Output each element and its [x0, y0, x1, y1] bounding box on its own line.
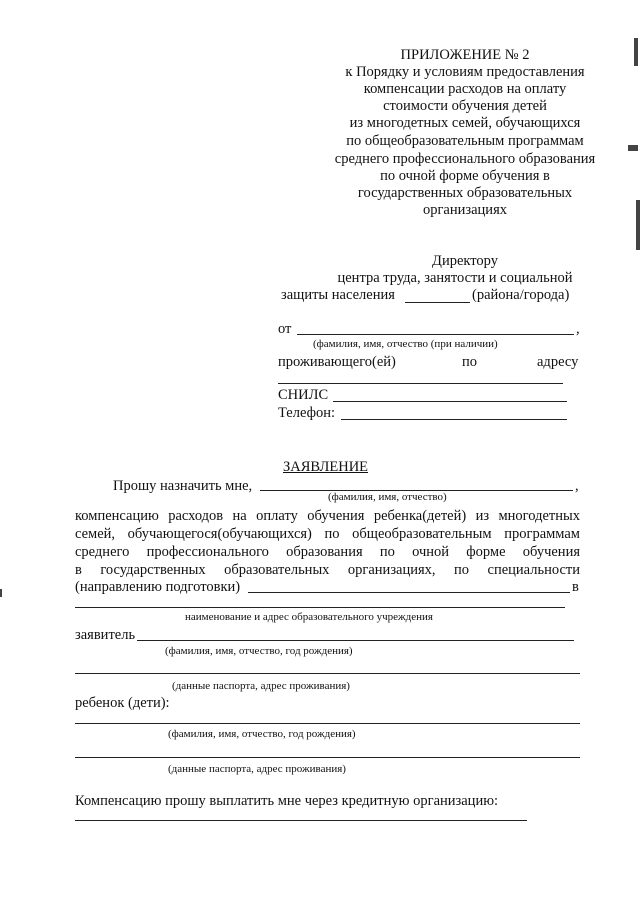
direction-suffix: в	[572, 579, 579, 595]
child-passport-field[interactable]	[75, 757, 580, 758]
phone-label: Телефон:	[278, 405, 336, 421]
appendix-line-2: компенсации расходов на оплату	[363, 81, 567, 97]
bank-field[interactable]	[75, 820, 527, 821]
from-hint: (фамилия, имя, отчество (при наличии)	[313, 338, 498, 350]
body-line-2: семей, обучающегося(обучающихся) по общеобразовательным программам	[75, 526, 580, 542]
district-field[interactable]	[405, 302, 470, 303]
request-label: Прошу назначить мне,	[113, 478, 253, 494]
residing-word-2: по	[462, 354, 478, 370]
applicant-hint: (фамилия, имя, отчество, год рождения)	[165, 645, 353, 657]
request-comma: ,	[575, 478, 579, 494]
scan-edge-mark-mid	[628, 145, 638, 151]
snils-field[interactable]	[333, 401, 567, 402]
institution-hint: наименование и адрес образовательного учреждения	[185, 611, 433, 623]
residing-word-3: адресу	[537, 354, 579, 370]
direction-label: (направлению подготовки)	[75, 579, 241, 595]
request-hint: (фамилия, имя, отчество)	[328, 491, 447, 503]
appendix-line-3: стоимости обучения детей	[383, 98, 547, 114]
appendix-line-8: государственных образовательных	[357, 185, 573, 201]
address-field[interactable]	[278, 383, 563, 384]
appendix-line-9: организациях	[422, 202, 507, 218]
payment-text: Компенсацию прошу выплатить мне через кредитную организацию:	[75, 793, 499, 809]
child-label: ребенок (дети):	[75, 695, 170, 711]
appendix-title: ПРИЛОЖЕНИЕ № 2	[400, 47, 530, 63]
applicant-passport-field[interactable]	[75, 673, 580, 674]
addressee-line-1: центра труда, занятости и социальной	[337, 270, 573, 286]
from-comma: ,	[576, 321, 580, 337]
body-line-3: среднего профессионального образования по очной форме обучения	[75, 544, 580, 560]
addressee-title: Директору	[432, 253, 498, 269]
scan-edge-mark-top	[634, 38, 638, 66]
addressee-line-2-suffix: (района/города)	[472, 287, 570, 303]
appendix-line-6: среднего профессионального образования	[334, 151, 596, 167]
scan-edge-mark-low	[636, 200, 640, 250]
body-line-4: в государственных образовательных организациях, по специальности	[75, 562, 580, 578]
addressee-line-2-prefix: защиты населения	[281, 287, 395, 303]
scan-edge-mark-left	[0, 589, 2, 597]
appendix-line-5: по общеобразовательным программам	[346, 133, 584, 149]
institution-field[interactable]	[75, 607, 565, 608]
specialty-field[interactable]	[248, 592, 570, 593]
child-hint: (фамилия, имя, отчество, год рождения)	[168, 728, 356, 740]
from-label: от	[278, 321, 292, 337]
appendix-line-7: по очной форме обучения в	[380, 168, 550, 184]
applicant-label: заявитель	[75, 627, 136, 643]
snils-label: СНИЛС	[278, 387, 329, 403]
statement-heading: ЗАЯВЛЕНИЕ	[283, 459, 369, 475]
body-line-1: компенсацию расходов на оплату обучения ребенка(детей) из многодетных	[75, 508, 580, 524]
appendix-line-4: из многодетных семей, обучающихся	[349, 115, 581, 131]
phone-field[interactable]	[341, 419, 567, 420]
child-passport-hint: (данные паспорта, адрес проживания)	[168, 763, 346, 775]
child-name-field[interactable]	[75, 723, 580, 724]
applicant-name-field[interactable]	[297, 334, 574, 335]
residing-word-1: проживающего(ей)	[278, 354, 396, 370]
applicant-field[interactable]	[137, 640, 574, 641]
passport-hint: (данные паспорта, адрес проживания)	[172, 680, 350, 692]
appendix-line-1: к Порядку и условиям предоставления	[345, 64, 585, 80]
